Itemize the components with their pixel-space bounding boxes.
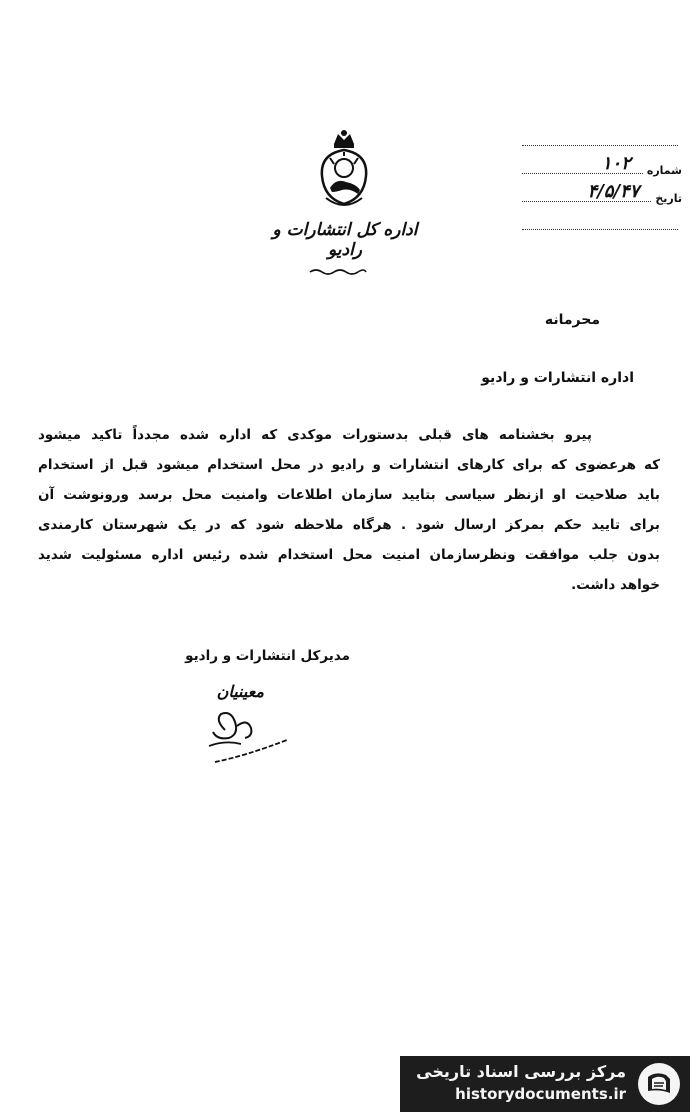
- meta-line: [522, 181, 651, 202]
- number-label: شماره: [646, 164, 682, 177]
- body-line: خواهد داشت.: [571, 577, 660, 593]
- body-line: پیرو بخشنامه های قبلی بدستورات موکدی که اداره شده مجدداً تاکید میشود: [38, 427, 592, 443]
- letter-date: ۴/۵/۴۷: [587, 181, 640, 202]
- letter-number: ۱۰۲: [601, 153, 631, 174]
- body-line: باید صلاحیت او ازنظر سیاسی بتایید سازمان اطلاعات وامنیت محل برسد ورونوشت آن: [38, 487, 660, 503]
- watermark-text: [416, 1062, 626, 1103]
- body-line: بدون جلب موافقت ونظرسازمان امنیت محل استخدام شده رئیس اداره مسئولیت شدید: [38, 547, 660, 563]
- meta-line: [522, 153, 643, 174]
- archive-watermark: [400, 1056, 690, 1112]
- meta-line: [522, 135, 678, 146]
- signer-name: معینیان: [216, 682, 264, 701]
- body-line: برای تایید حکم بمرکز ارسال شود . هرگاه ملاحظه شود که در یک شهرستان کارمندی: [38, 517, 660, 533]
- meta-row-date: [522, 176, 682, 204]
- meta-row-blank: [522, 120, 682, 148]
- lion-and-sun-crown-emblem: [312, 128, 376, 212]
- meta-row-attachment: [522, 204, 682, 232]
- letter-body: [38, 420, 660, 600]
- meta-line: [522, 219, 678, 230]
- body-line: که هرعضوی که برای کارهای انتشارات و رادیو در محل استخدام میشود قبل از استخدام: [38, 457, 660, 473]
- letter-meta: [522, 120, 682, 232]
- archive-name: مرکز بررسی اسناد تاریخی: [416, 1062, 626, 1081]
- handwritten-signature: [195, 700, 295, 770]
- addressee: اداره انتشارات و رادیو: [481, 370, 634, 386]
- office-title: اداره کل انتشارات و رادیو: [272, 220, 418, 260]
- title-ornament: [308, 268, 368, 276]
- meta-row-number: [522, 148, 682, 176]
- salutation: محرمانه: [544, 312, 600, 328]
- signer-title: مدیرکل انتشارات و رادیو: [185, 648, 350, 664]
- archive-url: historydocuments.ir: [455, 1085, 626, 1103]
- date-label: تاریخ: [655, 192, 682, 205]
- archive-logo-icon: [636, 1061, 682, 1107]
